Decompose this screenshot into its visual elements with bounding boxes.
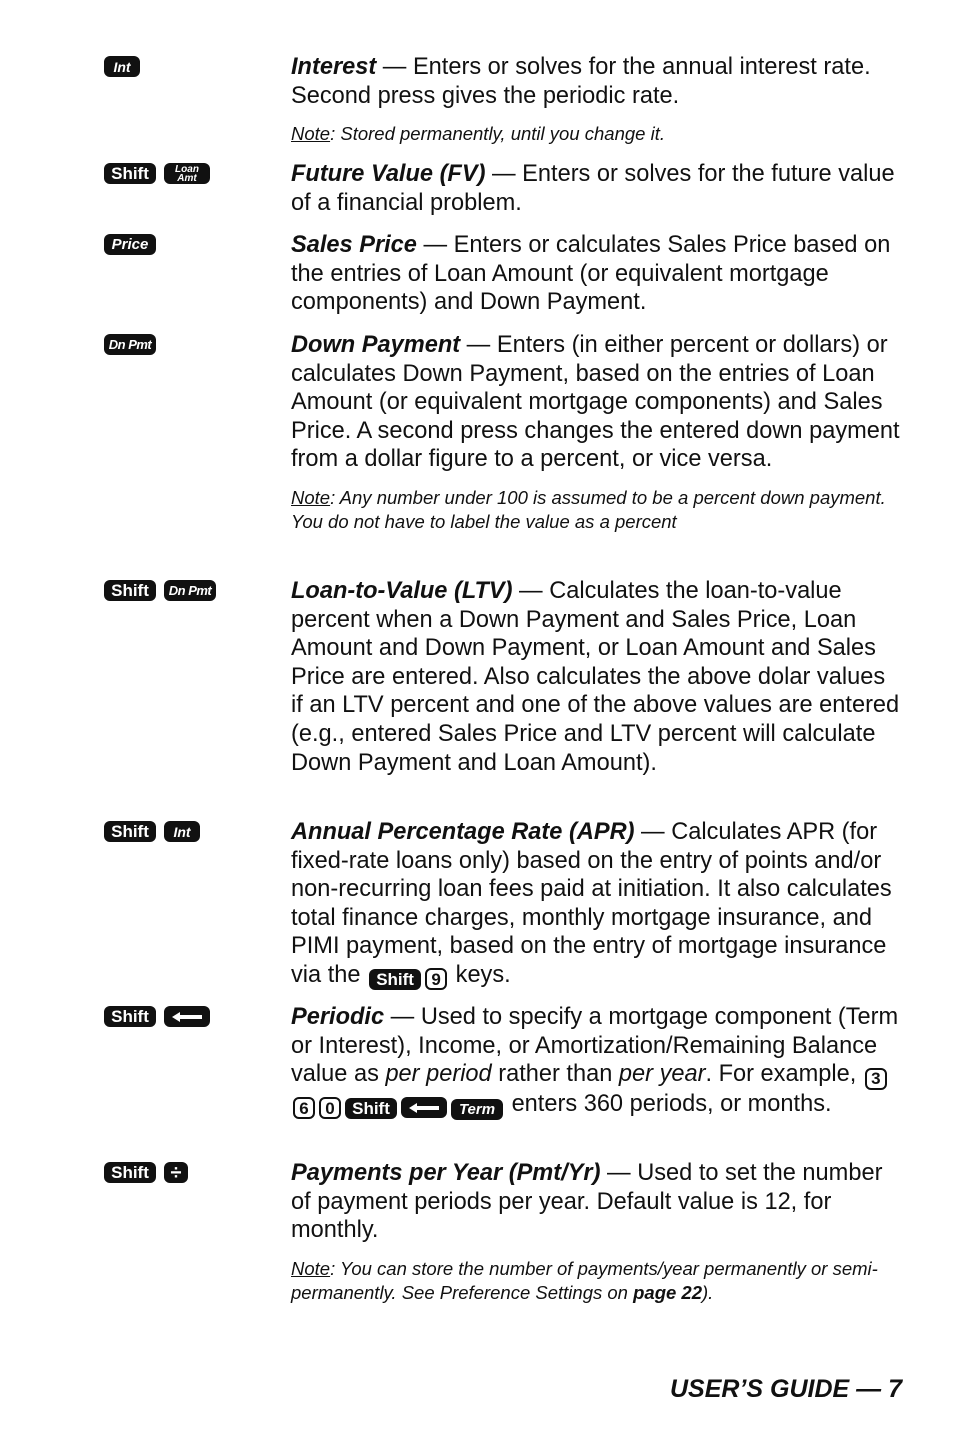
- keys-dnpmt: [104, 334, 156, 355]
- text-dnpmt: — Enters (in either percent or dollars) or calculates Down Payment, based on the entries of Loan Amount (or equivalent mortgage components) and Sales Price. A second press changes the entered down payment from a dollar figure to a percent, or vice versa.: [291, 332, 900, 473]
- backspace-key-icon: [401, 1097, 447, 1118]
- text-fv: — Enters or solves for the future value of a financial problem.: [291, 161, 895, 216]
- term-key-icon: Term: [451, 1099, 503, 1120]
- note-label: Note: [291, 486, 331, 508]
- desc-apr: [291, 818, 903, 990]
- term-apr: Annual Percentage Rate (APR): [291, 819, 635, 845]
- text-ltv: — Calculates the loan-to-value percent when a Down Payment and Sales Price, Loan Amount and Down Payment, or Loan Amount and Sales Price are entered. Also calculates the above dolar values if an LTV percent and one of the above values are entered (e.g., entered Sales Price and LTV percent will calculate Down Payment and Loan Amount).: [291, 578, 900, 776]
- six-key-icon: 6: [293, 1097, 315, 1119]
- page-footer: USER’S GUIDE — 7: [670, 1375, 902, 1403]
- text-price: — Enters or calculates Sales Price based on the entries of Loan Amount (or equivalent mortgage components) and Down Payment.: [291, 232, 891, 316]
- note-page-ref: page 22: [633, 1281, 703, 1303]
- text-pmtyr: — Used to set the number of payment periods per year. Default value is 12, for monthly.: [291, 1160, 883, 1244]
- note-dnpmt: [291, 486, 903, 534]
- term-dnpmt: Down Payment: [291, 332, 461, 358]
- note-pmtyr: [291, 1257, 903, 1305]
- desc-fv: [291, 160, 903, 217]
- shift-key-icon: Shift: [104, 580, 156, 601]
- dnpmt-key-icon: Dn Pmt: [164, 580, 216, 601]
- backspace-key-icon: [164, 1006, 210, 1027]
- shift-key-icon: Shift: [104, 1162, 156, 1183]
- keys-apr: [104, 821, 200, 842]
- note-text-pmtyr-a: : You can store the number of payments/year permanently or semi-permanently. See Preference Settings on: [291, 1257, 878, 1303]
- loan-amt-key-icon: [164, 163, 210, 184]
- keys-ltv: [104, 580, 216, 601]
- note-text-dnpmt: : Any number under 100 is assumed to be a percent down payment. You do not have to label the value as a percent: [291, 486, 886, 532]
- shift-key-icon: Shift: [104, 1006, 156, 1027]
- shift-key-icon: Shift: [345, 1098, 397, 1119]
- note-text-pmtyr-b: ).: [702, 1281, 714, 1303]
- note-label: Note: [291, 123, 331, 145]
- term-fv: Future Value (FV): [291, 161, 486, 187]
- nine-key-icon: 9: [425, 968, 447, 990]
- shift-key-icon: Shift: [104, 821, 156, 842]
- divide-key-icon: ÷: [164, 1162, 188, 1183]
- note-label: Note: [291, 1257, 331, 1279]
- keys-periodic: [104, 1006, 210, 1027]
- term-pmtyr: Payments per Year (Pmt/Yr): [291, 1160, 601, 1186]
- term-periodic: Periodic: [291, 1004, 385, 1030]
- zero-key-icon: 0: [319, 1097, 341, 1119]
- note-interest: [291, 122, 903, 146]
- left-arrow-icon: [171, 1011, 203, 1023]
- desc-ltv: [291, 577, 903, 777]
- term-ltv: Loan-to-Value (LTV): [291, 578, 513, 604]
- amt-key-label: Amt: [177, 172, 197, 184]
- per-period-text: per period: [385, 1061, 492, 1088]
- loan-key-label: Loan: [175, 163, 199, 175]
- desc-periodic: [291, 1003, 903, 1120]
- left-arrow-icon: [408, 1102, 440, 1114]
- desc-interest: [291, 53, 903, 146]
- desc-price: [291, 231, 903, 317]
- text-periodic-c: . For example,: [705, 1061, 857, 1088]
- shift-key-icon: Shift: [104, 163, 156, 184]
- three-key-icon: 3: [865, 1068, 887, 1090]
- text-periodic-b: rather than: [491, 1061, 619, 1088]
- keys-fv: [104, 163, 210, 184]
- per-year-text: per year: [618, 1061, 706, 1088]
- int-key-icon: Int: [164, 821, 200, 842]
- dnpmt-key-icon: Dn Pmt: [104, 334, 156, 355]
- term-interest: Interest: [291, 54, 377, 80]
- price-key-icon: Price: [104, 234, 156, 255]
- text-periodic-a: — Used to specify a mortgage component (Term or Interest), Income, or Amortization/Remaining Balance value as: [291, 1004, 899, 1088]
- keys-interest: [104, 56, 140, 77]
- desc-dnpmt: [291, 331, 903, 534]
- term-price: Sales Price: [291, 232, 417, 258]
- text-apr: — Calculates APR (for fixed-rate loans only) based on the entry of points and/or non-recurring loan fees paid at initiation. It also calculates total finance charges, monthly mortgage insurance, and PIMI payment, based on the entry of mortgage insurance via the: [291, 819, 892, 988]
- int-key-icon: Int: [104, 56, 140, 77]
- keys-pmtyr: [104, 1162, 188, 1183]
- desc-pmtyr: [291, 1159, 903, 1305]
- shift-key-icon: Shift: [369, 969, 421, 990]
- text-interest: — Enters or solves for the annual interest rate. Second press gives the periodic rate.: [291, 54, 871, 109]
- note-text-interest: : Stored permanently, until you change it.: [330, 123, 665, 145]
- text-apr-end: keys.: [455, 961, 511, 988]
- text-periodic-d: enters 360 periods, or months.: [511, 1090, 832, 1117]
- keys-price: [104, 234, 156, 255]
